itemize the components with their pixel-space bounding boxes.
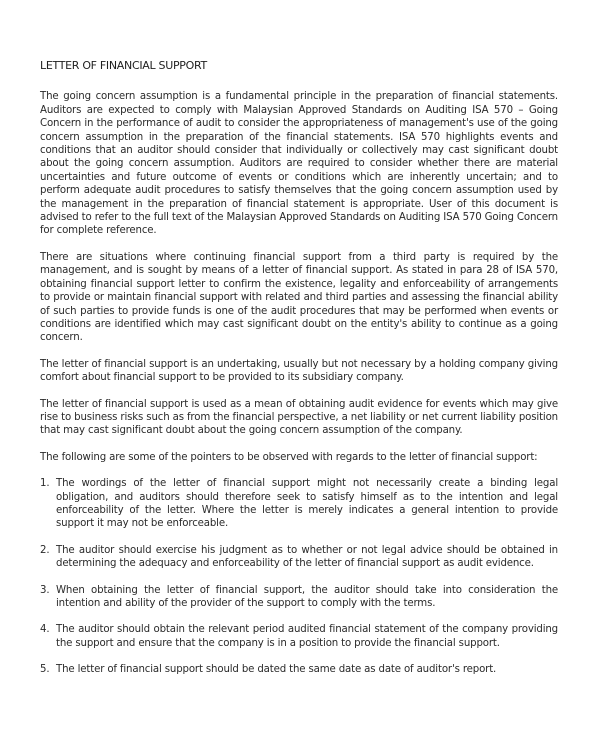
paragraph-audit-evidence: The letter of financial support is used as a mean of obtaining audit evidence for events which may give rise to business risks such as from the financial perspective, a net liability or net current liability position that may cast significant doubt about the going concern assumption of the company. bbox=[40, 398, 558, 437]
list-item bbox=[40, 663, 558, 676]
document-body bbox=[40, 59, 558, 677]
list-item-number: 2. bbox=[40, 544, 50, 556]
list-item bbox=[40, 584, 558, 611]
list-item bbox=[40, 477, 558, 531]
list-item-text: The auditor should exercise his judgment as to whether or not legal advice should be obtained in determining the adequacy and enforceability of the letter of financial support as audit evidence. bbox=[56, 544, 558, 570]
list-intro: The following are some of the pointers to be observed with regards to the letter of financial support: bbox=[40, 451, 538, 463]
list-item bbox=[40, 623, 558, 650]
pointers-list bbox=[40, 477, 558, 676]
list-item-text: The letter of financial support should be dated the same date as date of auditor's report. bbox=[56, 664, 497, 676]
list-item-text: The wordings of the letter of financial support might not necessarily create a binding legal obligation, and auditors should therefore seek to satisfy himself as to the intention and legal enforceability of the letter. Where the letter is merely indicates a general intention to provide support it may not be enforceable. bbox=[56, 478, 558, 530]
list-item-text: When obtaining the letter of financial support, the auditor should take into consideration the intention and ability of the provider of the support to comply with the terms. bbox=[56, 584, 558, 609]
paragraph-undertaking: The letter of financial support is an undertaking, usually but not necessary by a holding company giving comfort about financial support to be provided to its subsidiary company. bbox=[40, 358, 558, 384]
list-item bbox=[40, 544, 558, 571]
list-item-number: 1. bbox=[40, 478, 50, 490]
list-item-number: 5. bbox=[40, 664, 50, 676]
paragraph-going-concern: The going concern assumption is a fundamental principle in the preparation of financial statements. Auditors are expected to comply with Malaysian Approved Standards on Auditing ISA 570 – Going Concern in the performance of audit to consider the appropriateness of management's use of the going concern assumption in the preparation of the financial statements. ISA 570 highlights events and conditions that an auditor should consider that individually or collectively may cast significant doubt about the going concern assumption. Auditors are required to consider whether there are material uncertainties and future outcome of events or conditions which are inherently uncertain; and to perform adequate audit procedures to satisfy themselves that the going concern assumption used by the management in the preparation of financial statement is appropriate. User of this document is advised to refer to the full text of the Malaysian Approved Standards on Auditing ISA 570 Going Concern for complete reference. bbox=[40, 91, 558, 237]
list-item-number: 3. bbox=[40, 584, 50, 596]
list-item-text: The auditor should obtain the relevant period audited financial statement of the company providing the support and ensure that the company is in a position to provide the financial support. bbox=[56, 624, 558, 649]
page-title: LETTER OF FINANCIAL SUPPORT bbox=[40, 59, 207, 72]
list-item-number: 4. bbox=[40, 624, 50, 636]
paragraph-continuing-support: There are situations where continuing financial support from a third party is required by the management, and is sought by means of a letter of financial support. As stated in para 28 of ISA 570, obtaining financial support letter to confirm the existence, legality and enforceability of arrangements to provide or maintain financial support with related and third parties and assessing the financial ability of such parties to provide funds is one of the audit procedures that may be performed when events or conditions are identified which may cast significant doubt on the entity's ability to continue as a going concern. bbox=[40, 251, 558, 344]
